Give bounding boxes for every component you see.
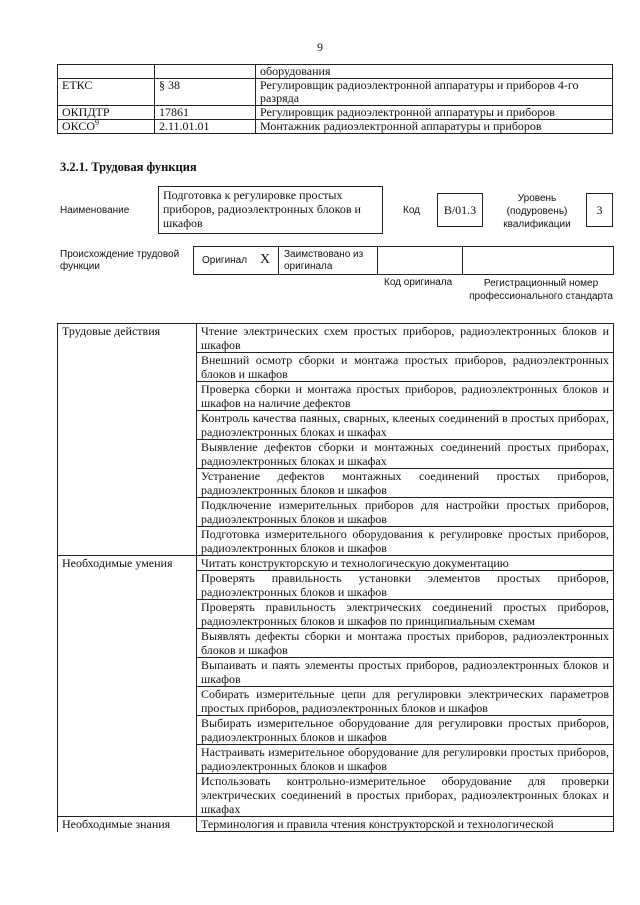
borrowed-label: Заимствовано из оригинала [284, 249, 364, 272]
section-title [58, 353, 197, 382]
table-row [58, 571, 614, 600]
original-mark: X [260, 252, 271, 267]
table-row [58, 687, 614, 716]
level-box: 3 [586, 193, 613, 227]
list-item: Проверять правильность установки элементов простых приборов, радиоэлектронных блоков и шкафов [197, 571, 614, 600]
table-row [58, 440, 614, 469]
table-row [58, 411, 614, 440]
original-cell [193, 246, 279, 275]
classifier-code [58, 65, 155, 79]
classifier-name: оборудования [256, 65, 613, 79]
borrowed-cell [278, 246, 378, 275]
classifier-name: Регулировщик радиоэлектронной аппаратуры и приборов [256, 106, 613, 120]
table-row [58, 817, 614, 832]
section-heading: 3.2.1. Трудовая функция [60, 160, 197, 174]
classifier-number [155, 65, 256, 79]
original-label: Оригинал [202, 255, 248, 266]
section-title: Необходимые умения [58, 556, 197, 571]
classifier-code: ЕТКС [58, 79, 155, 106]
list-item: Выявление дефектов сборки и монтажных соединений простых приборах, радиоэлектронных блоках и шкафах [197, 440, 614, 469]
list-item: Проверять правильность электрических соединений простых приборов, радиоэлектронных блоков и шкафов по принципиальным схемам [197, 600, 614, 629]
list-item: Внешний осмотр сборки и монтажа простых приборов, радиоэлектронных блоков и шкафов [197, 353, 614, 382]
level-label: Уровень (подуровень) квалификации [503, 193, 571, 230]
section-title [58, 774, 197, 817]
classifier-code: ОКПДТР [58, 106, 155, 120]
classifier-number: § 38 [155, 79, 256, 106]
classification-row [58, 65, 613, 79]
section-title [58, 527, 197, 556]
list-item: Подключение измерительных приборов для настройки простых приборов, радиоэлектронных блоков и шкафов [197, 498, 614, 527]
list-item: Настраивать измерительное оборудование для регулировки простых приборов, радиоэлектронных блоков и шкафов [197, 745, 614, 774]
function-name-box: Подготовка к регулировке простых приборов, радиоэлектронных блоков и шкафов [158, 186, 383, 234]
section-title [58, 658, 197, 687]
table-row [58, 382, 614, 411]
section-title [58, 382, 197, 411]
section-title [58, 716, 197, 745]
list-item: Контроль качества паяных, сварных, клееных соединений в простых приборах, радиоэлектронных блоках и шкафах [197, 411, 614, 440]
classification-row [58, 120, 613, 134]
list-item: Проверка сборки и монтажа простых приборов, радиоэлектронных блоков и шкафов на наличие дефектов [197, 382, 614, 411]
reg-number-label: Регистрационный номер профессионального стандарта [469, 278, 613, 302]
table-row [58, 629, 614, 658]
name-label: Наименование [60, 205, 130, 216]
classifier-name: Монтажник радиоэлектронной аппаратуры и приборов [256, 120, 613, 134]
list-item: Устранение дефектов монтажных соединений простых приборов, радиоэлектронных блоков и шкафов [197, 469, 614, 498]
list-item: Терминология и правила чтения конструкторской и технологической [197, 817, 614, 832]
table-row [58, 658, 614, 687]
section-title [58, 411, 197, 440]
function-code-box: В/01.3 [437, 193, 483, 227]
code-original-label: Код оригинала [384, 277, 453, 288]
footnote-ref: 9 [95, 118, 100, 127]
table-row [58, 527, 614, 556]
reg-number-cell [462, 246, 614, 275]
list-item: Чтение электрических схем простых приборов, радиоэлектронных блоков и шкафов [197, 324, 614, 353]
origin-label: Происхождение трудовой функции [60, 249, 180, 272]
table-row [58, 745, 614, 774]
list-item: Подготовка измерительного оборудования к регулировке простых приборов, радиоэлектронных блоков и шкафов [197, 527, 614, 556]
table-row [58, 600, 614, 629]
page-number: 9 [317, 40, 323, 54]
section-title [58, 571, 197, 600]
table-row [58, 469, 614, 498]
table-row [58, 716, 614, 745]
table-row [58, 774, 614, 817]
list-item: Использовать контрольно-измерительное оборудование для проверки электрических соединений в простых приборах, радиоэлектронных блоках и шкафах [197, 774, 614, 817]
section-title [58, 629, 197, 658]
section-title [58, 600, 197, 629]
section-title [58, 440, 197, 469]
section-title [58, 687, 197, 716]
classification-table [57, 64, 613, 134]
list-item: Выпаивать и паять элементы простых приборов, радиоэлектронных блоков и шкафов [197, 658, 614, 687]
table-row [58, 353, 614, 382]
table-row [58, 556, 614, 571]
list-item: Собирать измерительные цепи для регулировки электрических параметров простых приборов, радиоэлектронных блоков и шкафов [197, 687, 614, 716]
classifier-code: ОКСО$^9$ [58, 120, 155, 134]
table-row [58, 324, 614, 353]
section-title [58, 745, 197, 774]
section-title [58, 469, 197, 498]
code-label: Код [403, 205, 421, 216]
section-title: Необходимые знания [58, 817, 197, 832]
function-details-table [57, 323, 614, 832]
classifier-name: Регулировщик радиоэлектронной аппаратуры и приборов 4-го разряда [256, 79, 613, 106]
classifier-number: 2.11.01.01 [155, 120, 256, 134]
list-item: Выявлять дефекты сборки и монтажа простых приборов, радиоэлектронных блоков и шкафов [197, 629, 614, 658]
section-title: Трудовые действия [58, 324, 197, 353]
list-item: Читать конструкторскую и технологическую документацию [197, 556, 614, 571]
classification-row [58, 106, 613, 120]
code-original-cell [377, 246, 463, 275]
list-item: Выбирать измерительное оборудование для регулировки простых приборов, радиоэлектронных блоков и шкафов [197, 716, 614, 745]
classifier-number: 17861 [155, 106, 256, 120]
section-title [58, 498, 197, 527]
classification-row [58, 79, 613, 106]
table-row [58, 498, 614, 527]
